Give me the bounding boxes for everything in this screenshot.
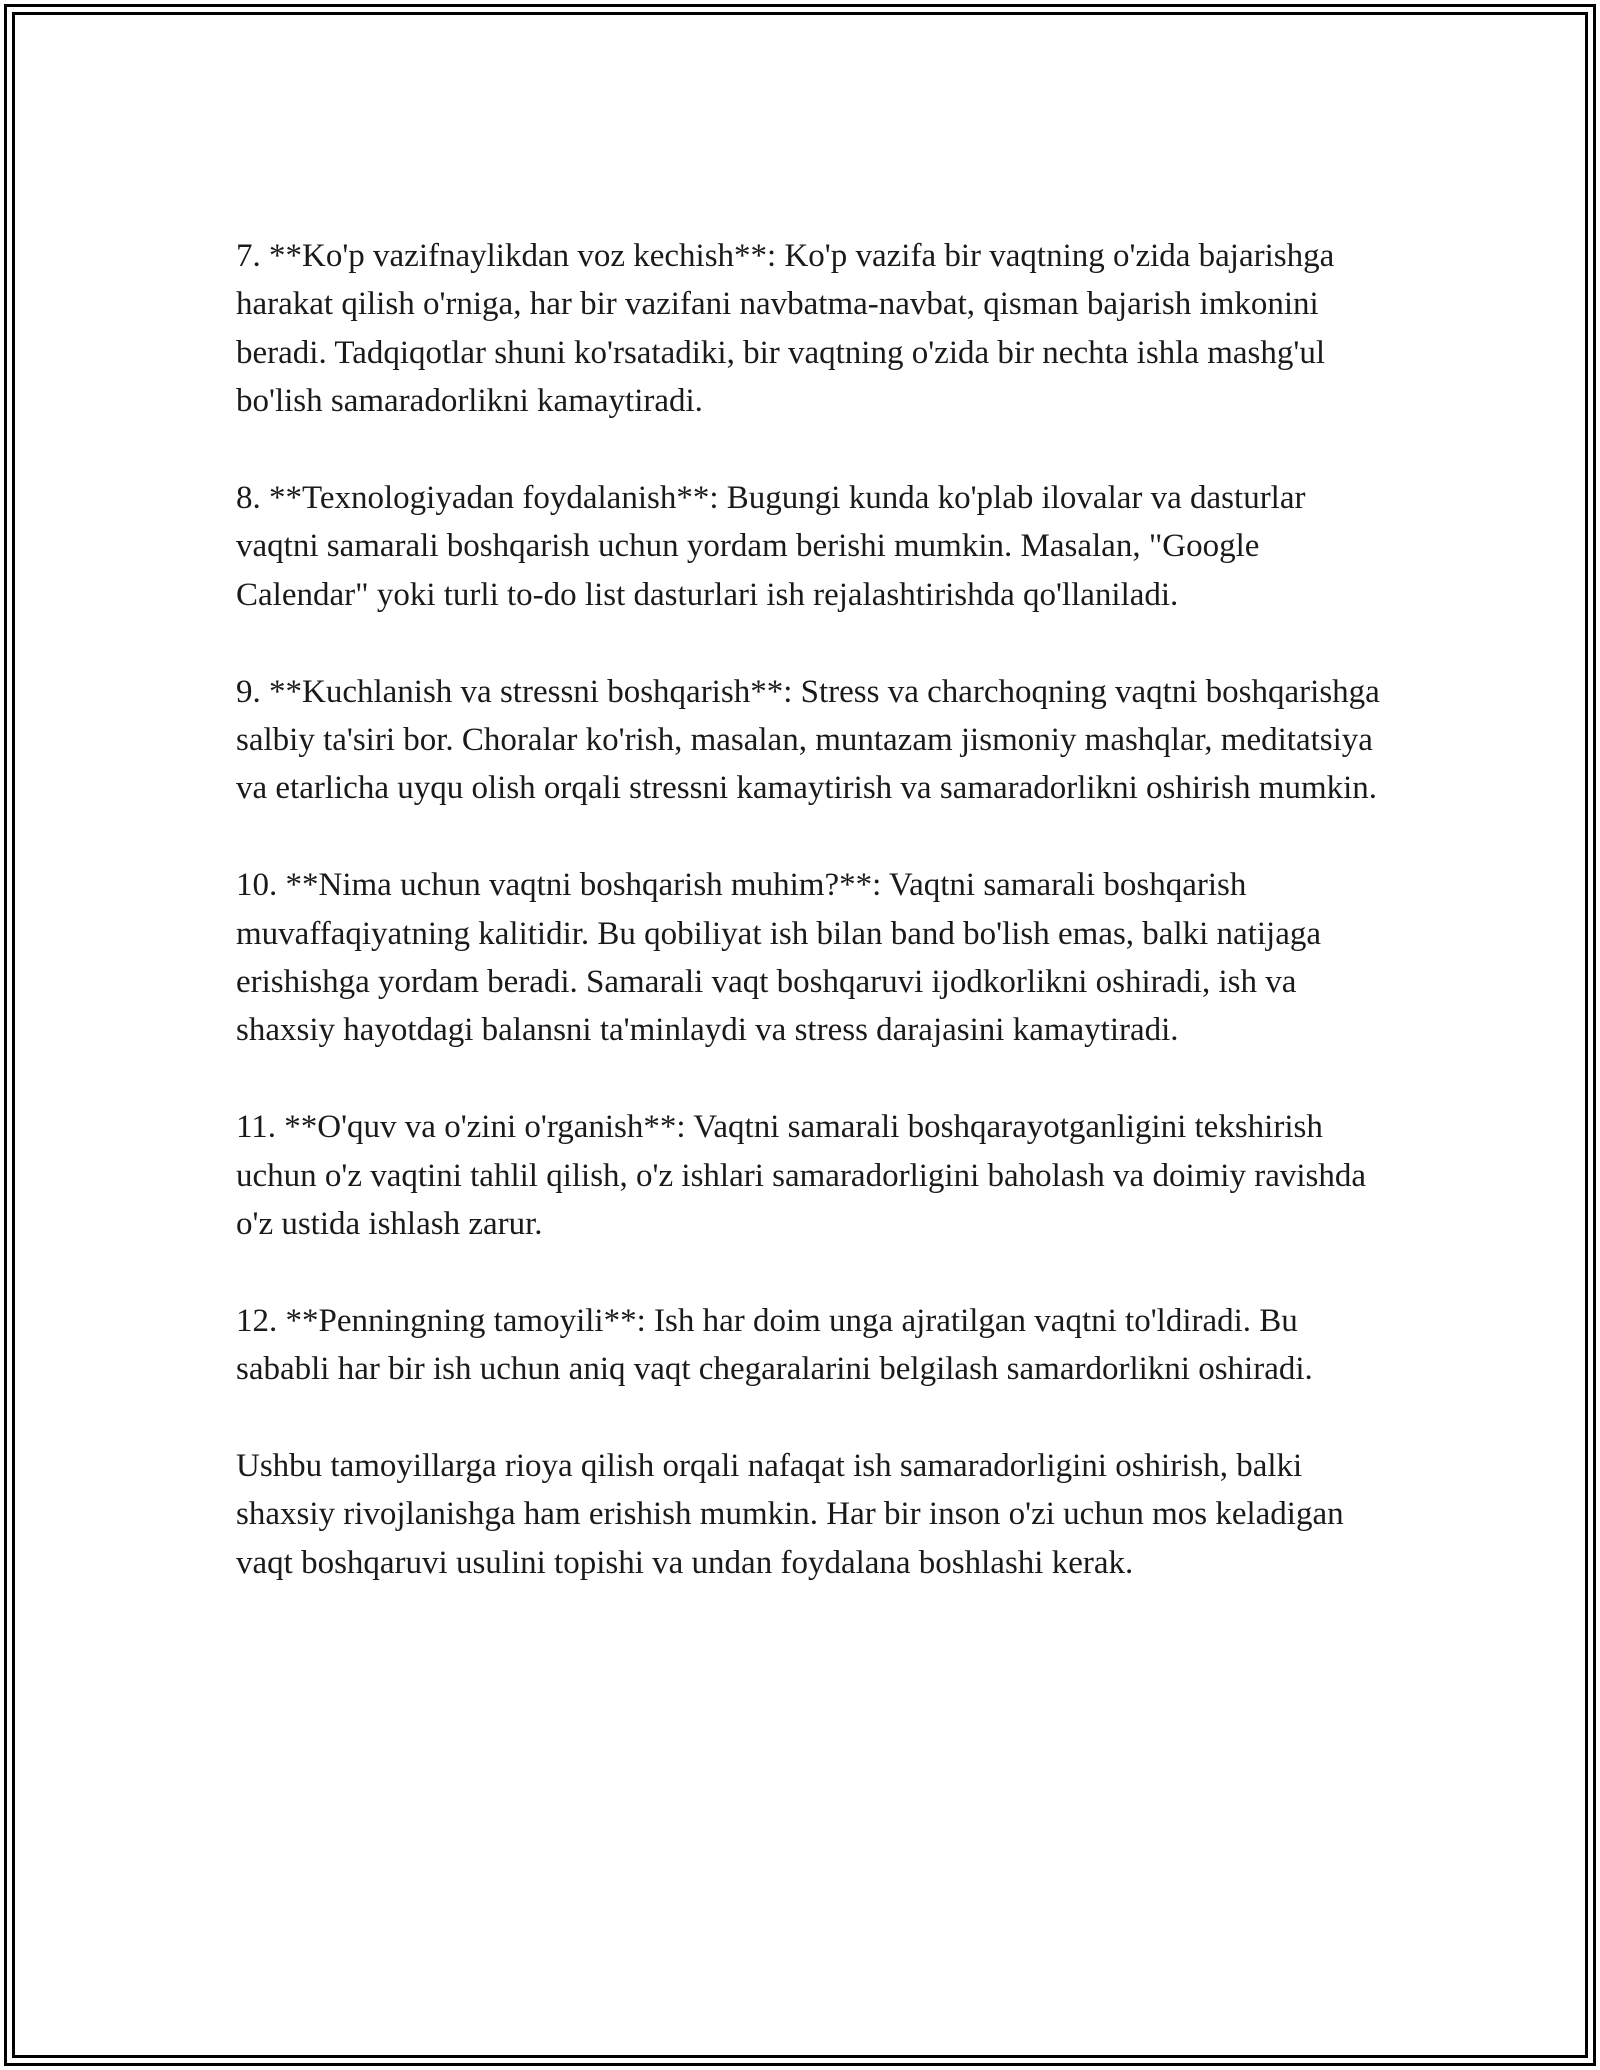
paragraph-item-7: 7. **Ko'p vazifnaylikdan voz kechish**: Ko'p vazifa bir vaqtning o'zida bajarishga harakat qilish o'rniga, har bir vazifani navbatma-navbat, qisman bajarish imkonini beradi. Tadqiqotlar shuni ko'rsatadiki, bir vaqtning o'zida bir nechta ishla mashg'ul bo'lish samaradorlikni kamaytiradi.: [236, 238, 1335, 420]
paragraph-conclusion: Ushbu tamoyillarga rioya qilish orqali nafaqat ish samaradorligini oshirish, balki shaxsiy rivojlanishga ham erishish mumkin. Har bir inson o'zi uchun mos keladigan vaqt boshqaruvi usulini topishi va undan foydalana boshlashi kerak.: [236, 1448, 1344, 1581]
paragraph-item-11: 11. **O'quv va o'zini o'rganish**: Vaqtni samarali boshqarayotganligini tekshirish uchun o'z vaqtini tahlil qilish, o'z ishlari samaradorligini baholash va doimiy ravishda o'z ustida ishlash zarur.: [236, 1109, 1366, 1243]
paragraph-item-10: 10. **Nima uchun vaqtni boshqarish muhim?**: Vaqtni samarali boshqarish muvaffaqiyatning kalitidir. Bu qobiliyat ish bilan band bo'lish emas, balki natijaga erishishga yordam beradi. Samarali vaqt boshqaruvi ijodkorlikni oshiradi, ish va shaxsiy hayotdagi balansni ta'minlaydi va stress darajasini kamaytiradi.: [236, 867, 1321, 1049]
document-body: [236, 232, 1386, 1636]
paragraph-item-12: 12. **Penningning tamoyili**: Ish har doim unga ajratilgan vaqtni to'ldiradi. Bu sababli har bir ish uchun aniq vaqt chegaralarini belgilash samardorlikni oshiradi.: [236, 1302, 1313, 1388]
paragraph-item-8: 8. **Texnologiyadan foydalanish**: Bugungi kunda ko'plab ilovalar va dasturlar vaqtni samarali boshqarish uchun yordam berishi mumkin. Masalan, "Google Calendar" yoki turli to-do list dasturlari ish rejalashtirishda qo'llaniladi.: [236, 480, 1306, 613]
paragraph-item-9: 9. **Kuchlanish va stressni boshqarish**: Stress va charchoqning vaqtni boshqarishga salbiy ta'siri bor. Choralar ko'rish, masalan, muntazam jismoniy mashqlar, meditatsiya va etarlicha uyqu olish orqali stressni kamaytirish va samaradorlikni oshirish mumkin.: [236, 673, 1380, 807]
